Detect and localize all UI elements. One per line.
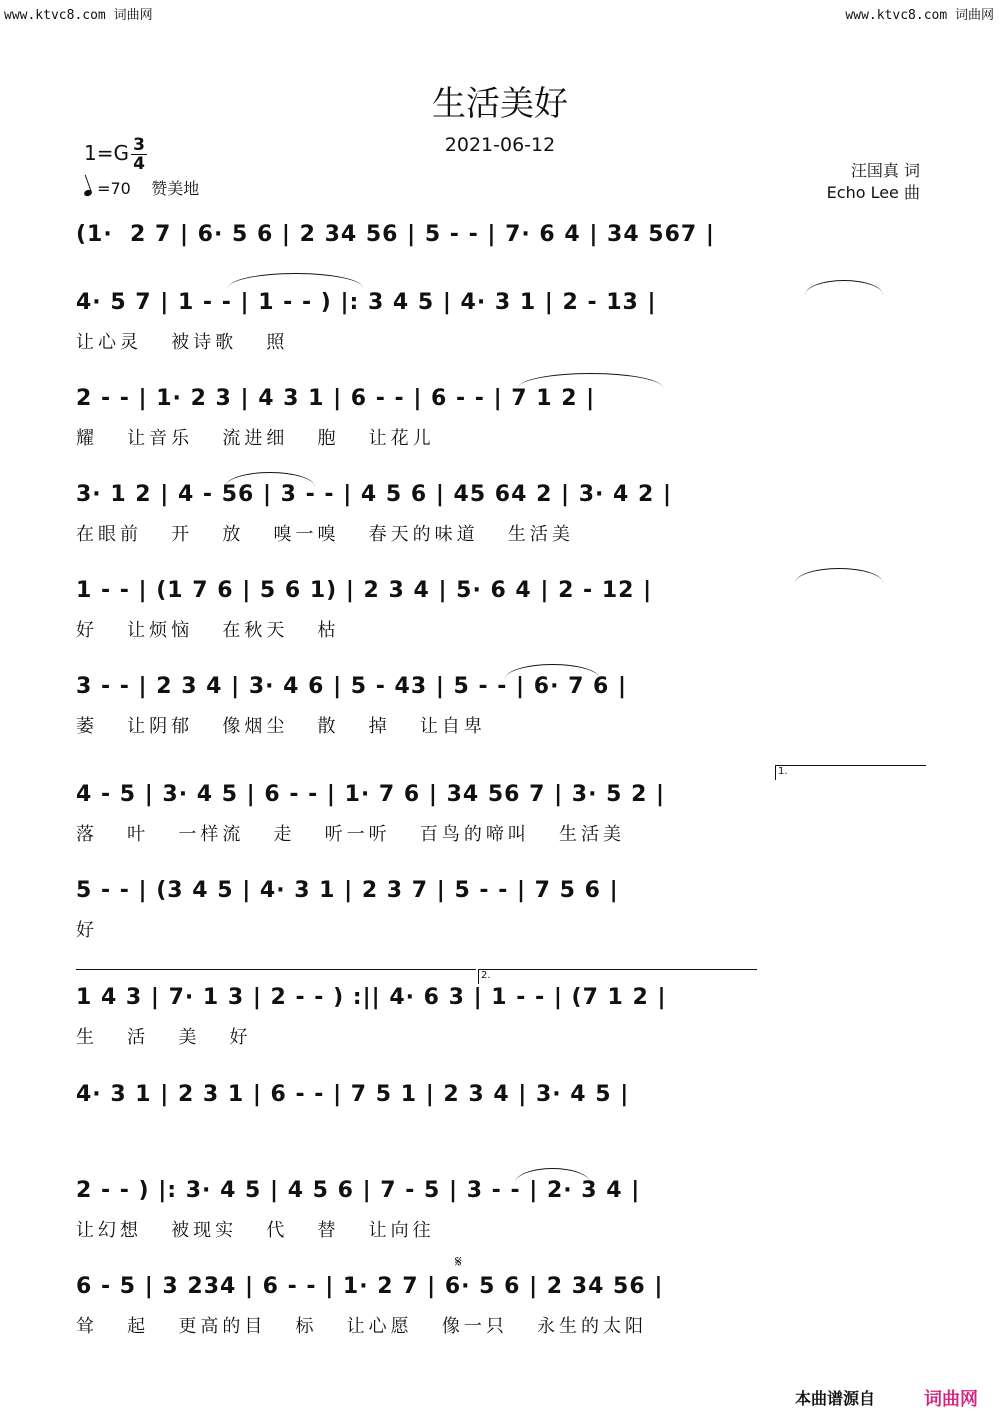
- notation-row: (1· 2 7 | 6· 5 6 | 2 34 56 | 5 - - | 7· 6 4 | 34 567 |: [76, 222, 715, 247]
- site-watermark-right: www.ktvc8.com 词曲网: [845, 8, 994, 23]
- slur: [505, 664, 600, 679]
- notation-row: 4· 5 7 | 1 - - | 1 - - ) |: 3 4 5 | 4· 3 1 | 2 - 13 |: [76, 290, 657, 315]
- song-title: 生活美好: [432, 84, 568, 124]
- lyric-row: 落 叶 一样流 走 听一听 百鸟的啼叫 生活美: [76, 824, 625, 845]
- footer-brand: 词曲网: [924, 1389, 978, 1410]
- quarter-note-icon: [83, 189, 93, 197]
- lyric-row: 让心灵 被诗歌 照: [76, 332, 289, 353]
- lyric-row: 在眼前 开 放 嗅一嗅 春天的味道 生活美: [76, 524, 574, 545]
- notation-row: 1 4 3 | 7· 1 3 | 2 - - ) :|| 4· 6 3 | 1 - - | (7 1 2 |: [76, 985, 667, 1010]
- composer-credit: Echo Lee 曲: [826, 183, 920, 202]
- volta-first-continued: [76, 969, 476, 984]
- notation-row: 3 - - | 2 3 4 | 3· 4 6 | 5 - 43 | 5 - - | 6· 7 6 |: [76, 674, 628, 699]
- time-sig-bottom: 4: [133, 154, 145, 174]
- expression-mark: 赞美地: [151, 179, 200, 198]
- tempo-marking: [84, 176, 199, 199]
- slur: [518, 373, 663, 388]
- notation-row: 4 - 5 | 3· 4 5 | 6 - - | 1· 7 6 | 34 56 7 | 3· 5 2 |: [76, 782, 666, 807]
- lyric-row: 生 活 美 好: [76, 1027, 252, 1048]
- footer-source: 本曲谱源自: [794, 1389, 875, 1408]
- time-sig-top: 3: [133, 135, 145, 155]
- segno-sign: 𝄋: [455, 1252, 462, 1271]
- lyric-row: 耸 起 更高的目 标 让心愿 像一只 永生的太阳: [76, 1316, 647, 1337]
- notation-row: 2 - - ) |: 3· 4 5 | 4 5 6 | 7 - 5 | 3 - - | 2· 3 4 |: [76, 1178, 641, 1203]
- notation-row: 4· 3 1 | 2 3 1 | 6 - - | 7 5 1 | 2 3 4 | 3· 4 5 |: [76, 1082, 630, 1107]
- lyricist-credit: 汪国真 词: [850, 161, 920, 180]
- site-watermark-left: www.ktvc8.com 词曲网: [4, 8, 153, 23]
- notation-row: 3· 1 2 | 4 - 56 | 3 - - | 4 5 6 | 45 64 2 | 3· 4 2 |: [76, 482, 673, 507]
- notation-row: 5 - - | (3 4 5 | 4· 3 1 | 2 3 7 | 5 - - | 7 5 6 |: [76, 878, 619, 903]
- slur: [228, 273, 363, 288]
- song-date: 2021-06-12: [444, 134, 556, 156]
- lyric-row: 耀 让音乐 流进细 胞 让花儿: [76, 428, 435, 449]
- key-signature: [84, 136, 147, 173]
- volta-second: 2.: [478, 969, 757, 984]
- slur: [515, 1168, 590, 1183]
- lyric-row: 好: [76, 920, 98, 941]
- slur: [805, 280, 883, 295]
- tempo-value: =70: [97, 179, 131, 198]
- key-label: 1=G: [84, 141, 129, 165]
- lyric-row: 让幻想 被现实 代 替 让向往: [76, 1220, 435, 1241]
- slur: [795, 568, 883, 583]
- lyric-row: 萎 让阴郁 像烟尘 散 掉 让自卑: [76, 716, 486, 737]
- notation-row: 6 - 5 | 3 234 | 6 - - | 1· 2 7 | 6· 5 6 | 2 34 56 |: [76, 1274, 664, 1299]
- notation-row: 1 - - | (1 7 6 | 5 6 1) | 2 3 4 | 5· 6 4 | 2 - 12 |: [76, 578, 653, 603]
- lyric-row: 好 让烦恼 在秋天 枯: [76, 620, 340, 641]
- volta-first: 1.: [775, 765, 926, 780]
- slur: [225, 472, 315, 487]
- time-signature: [131, 136, 147, 173]
- notation-row: 2 - - | 1· 2 3 | 4 3 1 | 6 - - | 6 - - | 7 1 2 |: [76, 386, 596, 411]
